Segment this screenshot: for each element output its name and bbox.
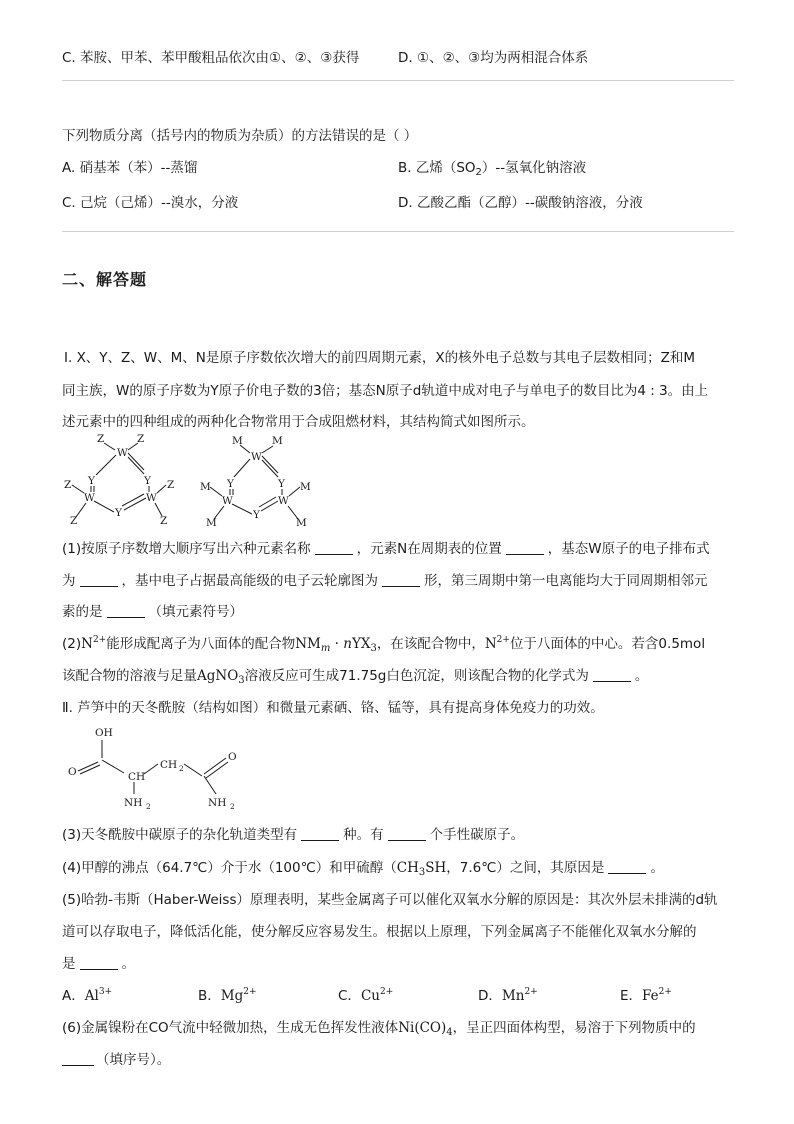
q3-line: (3)天冬酰胺中碳原子的杂化轨道类型有 种。有 个手性碳原子。	[62, 827, 525, 843]
answer-blank[interactable]	[608, 861, 646, 874]
answer-blank[interactable]	[315, 542, 353, 555]
svg-text:Y: Y	[115, 507, 122, 519]
part2-line1: Ⅱ. 芦笋中的天冬酰胺（结构如图）和微量元素硒、铬、锰等，具有提高身体免疫力的功效。	[62, 700, 604, 716]
ring-structures-figure	[60, 430, 330, 530]
svg-text:NH: NH	[208, 797, 227, 809]
svg-text:CH: CH	[160, 759, 178, 771]
divider	[62, 231, 734, 232]
svg-text:2: 2	[179, 764, 184, 773]
q5-option-e: E．$Fe^{2+}$	[620, 987, 672, 1004]
q5-line2: 道可以存取电子，降低活化能，使分解反应容易发生。根据以上原理，下列金属离子不能催化双氧水分解的	[62, 924, 697, 940]
svg-text:CH: CH	[128, 771, 146, 783]
svg-text:O: O	[68, 766, 77, 778]
prev-option-d: D. ①、②、③均为两相混合体系	[398, 50, 589, 66]
svg-text:M: M	[300, 481, 311, 493]
answer-blank[interactable]	[506, 542, 544, 555]
part1-line1: Ⅰ. X、Y、Z、W、M、N是原子序数依次增大的前四周期元素，X的核外电子总数与其电子层数相同；Z和M	[64, 350, 696, 366]
asparagine-structure-figure	[60, 718, 260, 814]
svg-text:OH: OH	[95, 727, 113, 739]
part1-line2: 同主族，W的原子序数为Y原子价电子数的3倍；基态N原子d轨道中成对电子与单电子的数目比为4 : 3。由上	[62, 383, 709, 399]
part1-line3: 述元素中的四种组成的两种化合物常用于合成阻燃材料，其结构简式如图所示。	[62, 414, 535, 430]
svg-text:M: M	[206, 517, 217, 529]
q2-line1: $(2)N^{2+}$能形成配离子为八面体的配合物$NM_m \cdot nYX_3$，在该配合物中，$N^{2+}$位于八面体的中心。若含0.5mol	[62, 635, 706, 654]
option-a: A. 硝基苯（苯）--蒸馏	[62, 160, 198, 176]
question-stem: 下列物质分离（括号内的物质为杂质）的方法错误的是（ ）	[62, 128, 418, 144]
svg-text:W: W	[278, 495, 289, 507]
svg-text:W: W	[251, 451, 262, 463]
q5-option-c: C．$Cu^{2+}$	[338, 987, 394, 1004]
svg-text:W: W	[117, 447, 128, 459]
svg-text:2: 2	[230, 802, 235, 811]
svg-text:Y: Y	[144, 475, 151, 487]
svg-text:Z: Z	[97, 433, 105, 445]
q2-line2: 该配合物的溶液与足量AgNO$_3$溶液反应可生成71.75g白色沉淀，则该配合物的化学式为 。	[62, 668, 649, 686]
svg-text:Z: Z	[167, 479, 175, 491]
option-b: B. 乙烯$(SO_2)--$氢氧化钠溶液	[398, 160, 587, 178]
svg-text:M: M	[200, 481, 211, 493]
q5-option-d: D．$Mn^{2+}$	[478, 987, 538, 1004]
q6-line1: (6)金属镍粉在CO气流中轻微加热，生成无色挥发性液体$Ni(CO)_4$，呈正四面体构型，易溶于下列物质中的	[62, 1020, 696, 1038]
answer-blank[interactable]	[593, 669, 631, 682]
q5-option-a: A．$Al^{3+}$	[62, 987, 113, 1004]
answer-blank[interactable]	[107, 605, 145, 618]
svg-text:W: W	[84, 492, 95, 504]
divider	[62, 80, 734, 81]
svg-text:NH: NH	[124, 797, 143, 809]
svg-text:Y: Y	[88, 475, 95, 487]
svg-text:Y: Y	[227, 478, 234, 490]
svg-text:2: 2	[146, 802, 151, 811]
answer-blank[interactable]	[80, 957, 118, 970]
svg-text:M: M	[232, 435, 243, 447]
svg-text:M: M	[272, 435, 283, 447]
svg-text:Y: Y	[253, 509, 260, 521]
ring-structure-z	[64, 433, 174, 527]
svg-text:Z: Z	[64, 479, 72, 491]
q5-line1: (5)哈勃-韦斯（Haber-Weiss）原理表明，某些金属离子可以催化双氧水分解的原因是：其次外层未排满的d轨	[62, 892, 718, 908]
answer-blank[interactable]	[62, 1053, 94, 1066]
answer-blank[interactable]	[382, 574, 420, 587]
svg-text:O: O	[228, 751, 237, 763]
svg-text:Z: Z	[70, 515, 78, 527]
answer-blank[interactable]	[388, 828, 426, 841]
q4-line: (4)甲醇的沸点（64.7℃）介于水（100℃）和甲硫醇（$CH_3SH$，7.6℃）之间，其原因是 。	[62, 860, 664, 878]
svg-text:Z: Z	[137, 433, 145, 445]
svg-text:M: M	[296, 517, 307, 529]
svg-text:Y: Y	[278, 478, 285, 490]
option-c: C. 己烷（己烯）--溴水，分液	[62, 195, 239, 211]
svg-text:W: W	[222, 495, 233, 507]
svg-text:W: W	[146, 492, 157, 504]
q6-line2: （填序号）。	[62, 1048, 170, 1068]
option-d: D. 乙酸乙酯（乙醇）--碳酸钠溶液，分液	[398, 195, 643, 211]
q1-line1: (1)按原子序数增大顺序写出六种元素名称 ，元素N在周期表的位置 ，基态W原子的电子排布式	[62, 541, 710, 557]
ring-structure-m	[200, 435, 311, 529]
section-title: 二、解答题	[62, 270, 148, 289]
q1-line2: 为 ，基中电子占据最高能级的电子云轮廓图为 形，第三周期中第一电离能均大于同周期相邻元	[62, 573, 708, 589]
q1-line3: 素的是 （填元素符号）	[62, 604, 243, 620]
answer-blank[interactable]	[80, 574, 118, 587]
q5-option-b: B．$Mg^{2+}$	[198, 987, 257, 1004]
svg-text:Z: Z	[160, 515, 168, 527]
prev-option-c: C. 苯胺、甲苯、苯甲酸粗品依次由①、②、③获得	[62, 50, 360, 66]
q5-line3: 是 。	[62, 956, 135, 972]
answer-blank[interactable]	[301, 828, 339, 841]
